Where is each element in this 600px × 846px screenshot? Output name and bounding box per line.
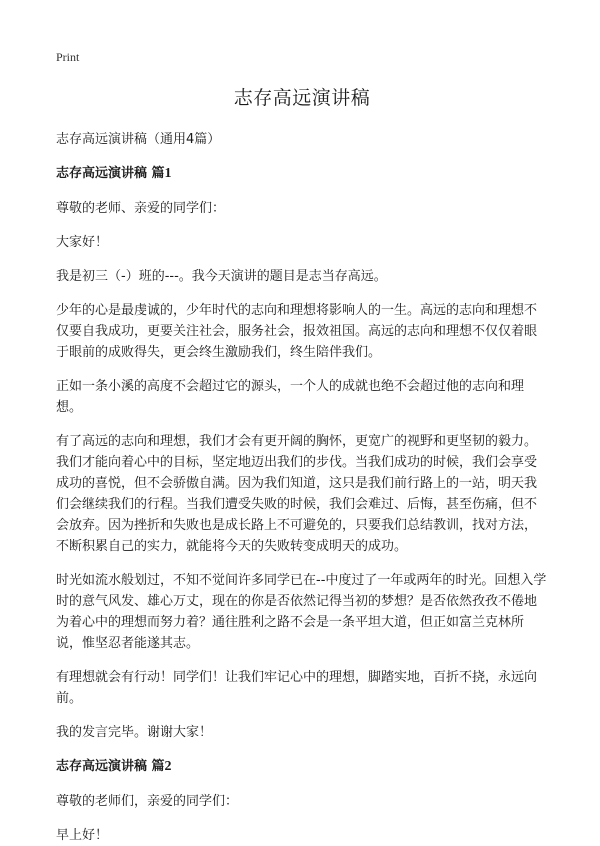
section-2-heading-text: 志存高远演讲稿 篇 <box>56 759 165 774</box>
section-2 <box>56 756 548 846</box>
paragraph: 我是初三（-）班的---。我今天演讲的题目是志当存高远。 <box>56 269 387 284</box>
paragraph: 有了高远的志向和理想，我们才会有更开阔的胸怀，更宽广的视野和更坚韧的毅力。我们才能向着心中的目标，坚定地迈出我们的步伐。当我们成功的时候，我们会享受成功的喜悦，但不会骄傲自满。因为我们知道，这只是我们前行路上的一站，明天我们会继续我们的行程。当我们遭受失败的时候，我们会难过、后悔，甚至伤痛，但不会放弃。因为挫折和失败也是成长路上不可避免的，只要我们总结教训，找对方法，不断积累自己的实力，就能将今天的失败转变成明天的成功。 <box>56 434 538 554</box>
paragraph: 少年的心是最虔诚的，少年时代的志向和理想将影响人的一生。高远的志向和理想不仅要自我成功，更要关注社会，服务社会，报效祖国。高远的志向和理想不仅仅着眼于眼前的成败得失，更会终生激励我们，终生陪伴我们。 <box>56 303 538 360</box>
paragraph: 大家好！ <box>56 235 109 250</box>
paragraph: 早上好！ <box>56 828 109 843</box>
paragraph: 正如一条小溪的高度不会超过它的源头，一个人的成就也绝不会超过他的志向和理想。 <box>56 379 525 415</box>
section-1-heading-text: 志存高远演讲稿 篇 <box>56 166 165 181</box>
section-2-heading <box>56 756 548 777</box>
paragraph: 有理想就会有行动！同学们！让我们牢记心中的理想，脚踏实地，百折不挠，永远向前。 <box>56 670 538 706</box>
document-title: 志存高远演讲稿 <box>233 87 371 109</box>
paragraph: 我的发言完毕。谢谢大家！ <box>56 725 213 740</box>
section-2-heading-number: 2 <box>164 759 172 774</box>
paragraph: 尊敬的老师们，亲爱的同学们： <box>56 794 239 809</box>
section-1-heading-number: 1 <box>164 166 172 181</box>
print-link[interactable]: Print <box>56 50 80 64</box>
paragraph: 尊敬的老师、亲爱的同学们： <box>56 201 226 216</box>
section-1-heading <box>56 163 548 184</box>
section-1 <box>56 163 548 743</box>
paragraph: 时光如流水般划过，不知不觉间许多同学已在--中度过了一年或两年的时光。回想入学时的意气风发、雄心万丈，现在的你是否依然记得当初的梦想？是否依然孜孜不倦地为着心中的理想而努力着？通往胜利之路不会是一条平坦大道，但正如富兰克林所说，惟坚忍者能遂其志。 <box>56 573 547 651</box>
document-subtitle: 志存高远演讲稿（通用4篇） <box>56 132 221 147</box>
